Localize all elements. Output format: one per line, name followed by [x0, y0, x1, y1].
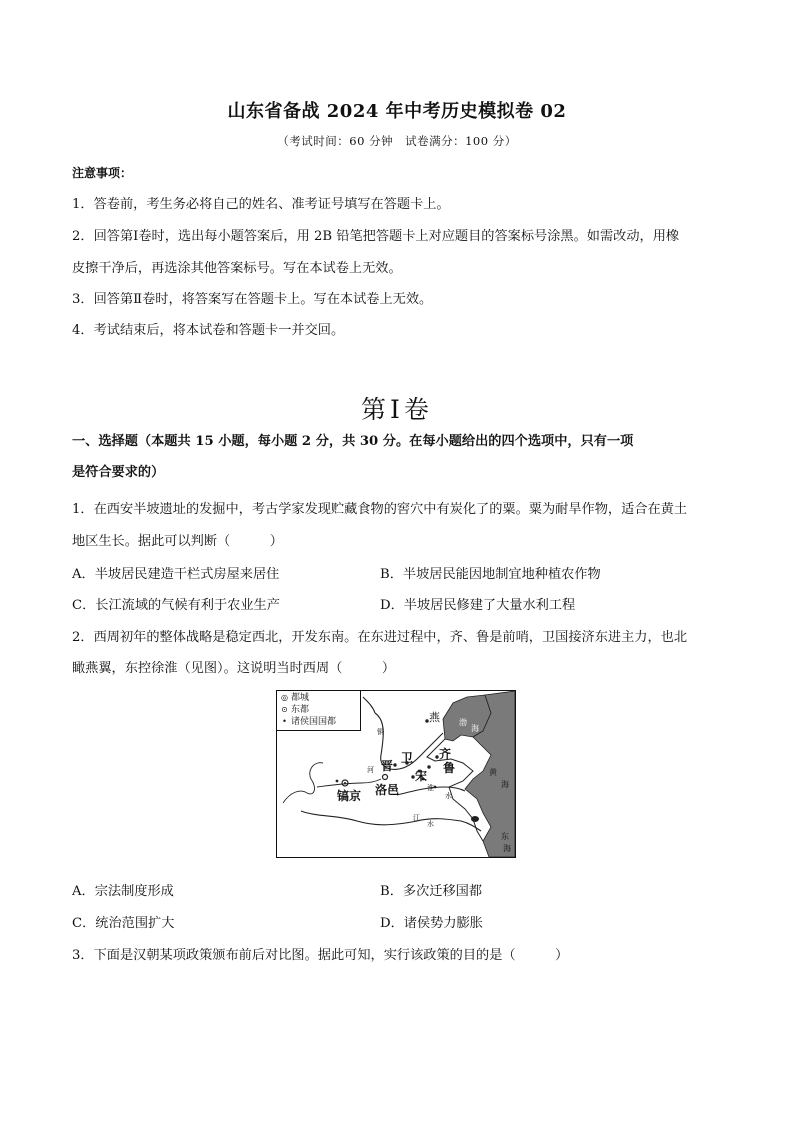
q2-option-d: D．诸侯势力膨胀: [380, 916, 483, 931]
western-boundary: [283, 763, 323, 803]
q1-option-d: D．半坡居民修建了大量水利工程: [380, 598, 576, 613]
notice-item: 皮擦干净后，再选涂其他答案标号。写在本试卷上无效。: [72, 261, 402, 276]
legend-row-vassal-capital: [280, 716, 360, 728]
map-label-wei: 卫: [401, 751, 414, 765]
capital-symbol-icon: ◎: [281, 693, 288, 702]
map-label-song: 宋: [415, 769, 428, 783]
yangtze-river: [301, 811, 481, 831]
western-zhou-map: [276, 690, 516, 858]
q1-option-c: C．长江流域的气候有利于农业生产: [72, 598, 280, 613]
question-1-stem-cont: 地区生长。据此可以判断（ ）: [72, 534, 283, 549]
map-label-luoyi: 洛邑: [375, 783, 400, 797]
legend-row-capital: [280, 692, 360, 704]
minor-state-marker: [434, 786, 437, 789]
question-3-stem: 3．下面是汉朝某项政策颁布前后对比图。据此可知，实行该政策的目的是（ ）: [72, 948, 569, 963]
map-label-haojing: 镐京: [337, 789, 362, 803]
notice-heading: 注意事项：: [72, 166, 133, 180]
vassal-capital-symbol-icon: •: [282, 717, 287, 726]
lu-marker: [427, 765, 430, 768]
map-label-bohai-2: 海: [471, 724, 479, 733]
exam-subtitle: （考试时间：60 分钟 试卷满分：100 分）: [277, 134, 517, 148]
part-heading-cont: 是符合要求的）: [72, 465, 165, 480]
notice-item: 4．考试结束后，将本试卷和答题卡一并交回。: [72, 323, 345, 338]
map-label-tong: 铜: [377, 728, 384, 736]
map-legend: [277, 691, 361, 731]
map-label-qi: 齐: [439, 747, 452, 761]
legend-label: 都城: [291, 693, 310, 703]
map-label-lu: 鲁: [443, 761, 456, 775]
notice-item: 2．回答第Ⅰ卷时，选出每小题答案后，用 2B 铅笔把答题卡上对应题目的答案标号涂黑。如需改动，用橡: [72, 229, 680, 244]
map-label-water-2: 水: [427, 820, 434, 828]
part-heading: 一、选择题（本题共 15 小题，每小题 2 分，共 30 分。在每小题给出的四个选项中，只有一项: [72, 434, 634, 449]
map-label-yan: 燕: [429, 711, 440, 724]
notice-item: 1．答卷前，考生务必将自己的姓名、准考证号填写在答题卡上。: [72, 197, 450, 212]
notice-item: 3．回答第Ⅱ卷时，将答案写在答题卡上。写在本试卷上无效。: [72, 292, 433, 307]
minor-state-marker: [336, 780, 339, 783]
map-label-east-sea-2: 海: [503, 844, 511, 853]
question-2-stem-cont: 瞰燕翼，东控徐淮（见图）。这说明当时西周（ ）: [72, 661, 396, 676]
jin-marker: [393, 763, 396, 766]
map-label-huai: 淮: [427, 784, 434, 792]
legend-label: 诸侯国国都: [291, 717, 337, 727]
q1-option-b: B．半坡居民能因地制宜地种植农作物: [380, 567, 601, 582]
east-capital-symbol-icon: ⊙: [281, 705, 288, 714]
map-label-bohai: 渤: [459, 718, 467, 727]
map-label-east-sea: 东: [501, 832, 509, 841]
luoyi-marker: [383, 775, 388, 780]
q1-option-a: A．半坡居民建造干栏式房屋来居住: [72, 567, 280, 582]
exam-title: 山东省备战 2024 年中考历史模拟卷 02: [227, 101, 567, 122]
map-label-jin: 晋: [381, 759, 394, 773]
map-label-jiang: 江: [413, 814, 420, 822]
q2-option-b: B．多次迁移国都: [380, 884, 483, 899]
question-1-stem: 1．在西安半坡遗址的发掘中，考古学家发现贮藏食物的窖穴中有炭化了的粟。粟为耐旱作物，适合在黄土: [72, 502, 688, 517]
map-label-yellow-sea-2: 海: [501, 780, 509, 789]
island-shape: [471, 816, 479, 822]
q2-option-a: A．宗法制度形成: [72, 884, 174, 899]
wei-river: [317, 779, 381, 787]
map-label-water: 水: [445, 792, 452, 800]
question-2-stem: 2．西周初年的整体战略是稳定西北，开发东南。在东进过程中，齐、鲁是前哨，卫国接济东进主力，也北: [72, 630, 688, 645]
q2-option-c: C．统治范围扩大: [72, 916, 175, 931]
section-title: 第Ⅰ卷: [361, 395, 433, 424]
legend-row-east-capital: [280, 704, 360, 716]
map-label-river: 河: [367, 766, 374, 774]
yellow-river-upper: [363, 697, 375, 713]
legend-label: 东都: [291, 705, 310, 715]
map-label-yellow-sea: 黄: [489, 768, 497, 777]
